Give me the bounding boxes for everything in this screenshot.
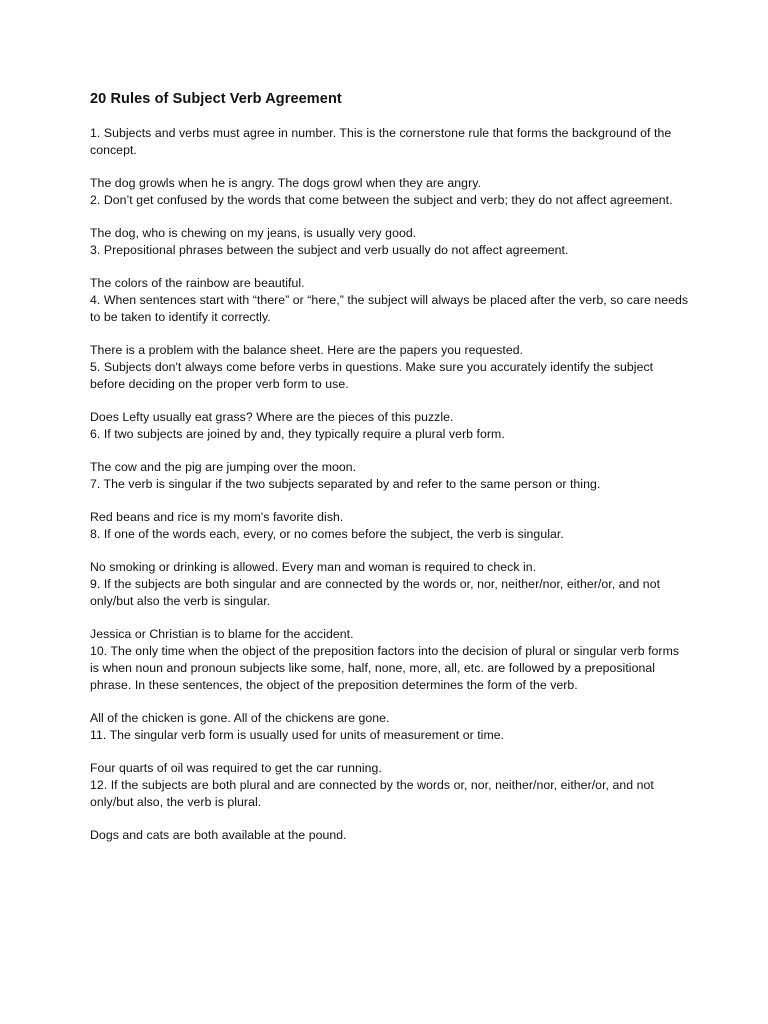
example-sentence: Four quarts of oil was required to get the car running. (90, 761, 382, 775)
rule-text: 7. The verb is singular if the two subjects separated by and refer to the same person or thing. (90, 477, 601, 491)
rule-text: 1. Subjects and verbs must agree in number. This is the cornerstone rule that forms the background of the concept. (90, 126, 672, 157)
rule-text: 6. If two subjects are joined by and, they typically require a plural verb form. (90, 427, 505, 441)
paragraph (90, 509, 690, 543)
rule-text: 8. If one of the words each, every, or no comes before the subject, the verb is singular. (90, 527, 564, 541)
rule-text: 5. Subjects don't always come before verbs in questions. Make sure you accurately identify the subject before deciding on the proper verb form to use. (90, 360, 654, 391)
rule-text: 3. Prepositional phrases between the subject and verb usually do not affect agreement. (90, 243, 569, 257)
paragraph (90, 125, 690, 159)
example-sentence: The dog growls when he is angry. The dogs growl when they are angry. (90, 176, 481, 190)
rule-text: 4. When sentences start with “there” or “here,” the subject will always be placed after the verb, so care needs to be taken to identify it correctly. (90, 293, 689, 324)
paragraph (90, 409, 690, 443)
paragraph (90, 459, 690, 493)
example-sentence: Dogs and cats are both available at the pound. (90, 828, 347, 842)
paragraph (90, 626, 690, 694)
paragraph (90, 275, 690, 326)
paragraph (90, 342, 690, 393)
example-sentence: Jessica or Christian is to blame for the accident. (90, 627, 354, 641)
rule-text: 11. The singular verb form is usually used for units of measurement or time. (90, 728, 505, 742)
example-sentence: No smoking or drinking is allowed. Every man and woman is required to check in. (90, 560, 537, 574)
example-sentence: Does Lefty usually eat grass? Where are the pieces of this puzzle. (90, 410, 454, 424)
document-page (90, 88, 690, 860)
paragraph (90, 710, 690, 744)
paragraph (90, 175, 690, 209)
paragraph (90, 827, 690, 844)
paragraph (90, 559, 690, 610)
document-title: 20 Rules of Subject Verb Agreement (90, 91, 342, 107)
example-sentence: The colors of the rainbow are beautiful. (90, 276, 305, 290)
rule-text: 10. The only time when the object of the preposition factors into the decision of plural or singular verb forms is when noun and pronoun subjects like some, half, none, more, all, etc. are followed by a prepositional phrase. In these sentences, the object of the preposition determines the form of the verb. (90, 644, 680, 692)
rule-text: 2. Don’t get confused by the words that come between the subject and verb; they do not affect agreement. (90, 193, 673, 207)
paragraph (90, 760, 690, 811)
example-sentence: All of the chicken is gone. All of the chickens are gone. (90, 711, 390, 725)
example-sentence: The dog, who is chewing on my jeans, is usually very good. (90, 226, 417, 240)
rule-text: 9. If the subjects are both singular and are connected by the words or, nor, neither/nor, either/or, and not only/but also the verb is singular. (90, 577, 661, 608)
example-sentence: The cow and the pig are jumping over the moon. (90, 460, 357, 474)
example-sentence: Red beans and rice is my mom's favorite dish. (90, 510, 344, 524)
example-sentence: There is a problem with the balance sheet. Here are the papers you requested. (90, 343, 524, 357)
paragraph (90, 225, 690, 259)
rule-text: 12. If the subjects are both plural and are connected by the words or, nor, neither/nor, either/or, and not only/but also, the verb is plural. (90, 778, 654, 809)
